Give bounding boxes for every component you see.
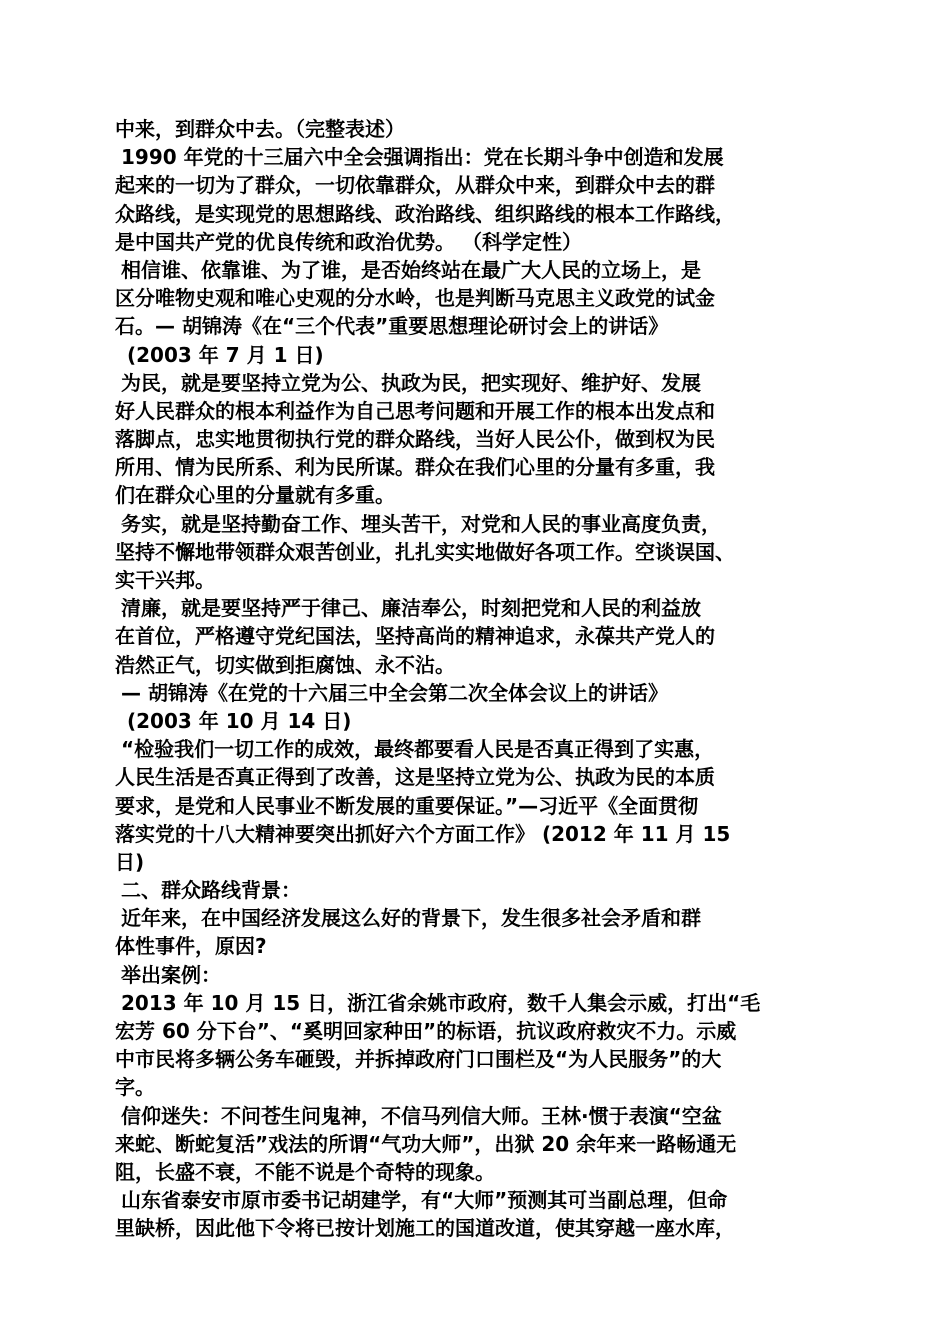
- text-line: 阻，长盛不衰，不能不说是个奇特的现象。: [115, 1159, 495, 1184]
- text-line: 字。: [115, 1075, 155, 1100]
- text-line: 人民生活是否真正得到了改善，这是坚持立党为公、执政为民的本质: [115, 765, 715, 790]
- text-line: “检验我们一切工作的成效，最终都要看人民是否真正得到了实惠，: [121, 737, 715, 762]
- text-line: 区分唯物史观和唯心史观的分水岭，也是判断马克思主义政党的试金: [115, 286, 715, 311]
- text-line: — 胡锦涛《在党的十六届三中全会第二次全体会议上的讲话》: [121, 680, 668, 705]
- text-line: 近年来，在中国经济发展这么好的背景下，发生很多社会矛盾和群: [121, 906, 701, 931]
- text-line: 2013 年 10 月 15 日，浙江省余姚市政府，数千人集会示威，打出“毛: [121, 990, 761, 1015]
- text-line: 们在群众心里的分量就有多重。: [115, 483, 395, 508]
- text-line: 实干兴邦。: [115, 568, 215, 592]
- text-line: 务实，就是坚持勤奋工作、埋头苦干，对党和人民的事业高度负责，: [121, 511, 721, 536]
- text-line: 信仰迷失：不问苍生问鬼神，不信马列信大师。王林·惯于表演“空盆: [121, 1103, 722, 1128]
- text-line: 宏芳 60 分下台”、“奚明回家种田”的标语，抗议政府救灾不力。示威: [115, 1019, 737, 1043]
- document-body: [115, 115, 845, 1243]
- text-line: 里缺桥，因此他下令将已按计划施工的国道改道，使其穿越一座水库，: [115, 1216, 735, 1241]
- text-line: 日): [115, 849, 145, 874]
- text-line: 坚持不懈地带领群众艰苦创业，扎扎实实地做好各项工作。空谈误国、: [115, 539, 735, 564]
- text-line: 相信谁、依靠谁、为了谁，是否始终站在最广大人民的立场上，是: [121, 257, 701, 282]
- text-line: 来蛇、断蛇复活”戏法的所谓“气功大师”，出狱 20 余年来一路畅通无: [115, 1131, 737, 1156]
- text-line: 1990 年党的十三届六中全会强调指出：党在长期斗争中创造和发展: [121, 145, 724, 170]
- text-line: 为民，就是要坚持立党为公、执政为民，把实现好、维护好、发展: [121, 370, 701, 395]
- text-line: 落脚点，忠实地贯彻执行党的群众路线，当好人民公仆，做到权为民: [115, 427, 715, 452]
- text-line: 落实党的十八大精神要突出抓好六个方面工作》 (2012 年 11 月 15: [115, 821, 731, 846]
- text-line: 起来的一切为了群众，一切依靠群众，从群众中来，到群众中去的群: [115, 173, 715, 198]
- text-line: 中来，到群众中去。（完整表述）: [115, 117, 405, 141]
- text-line: 浩然正气，切实做到拒腐蚀、永不沾。: [115, 652, 455, 677]
- text-line: 所用、情为民所系、利为民所谋。群众在我们心里的分量有多重，我: [115, 455, 715, 480]
- text-line: 在首位，严格遵守党纪国法，坚持高尚的精神追求，永葆共产党人的: [115, 624, 715, 649]
- text-line: (2003 年 10 月 14 日): [127, 708, 352, 733]
- text-line: 众路线，是实现党的思想路线、政治路线、组织路线的根本工作路线，: [115, 201, 735, 226]
- text-line: 举出案例：: [121, 962, 221, 987]
- text-line: 好人民群众的根本利益作为自己思考问题和开展工作的根本出发点和: [115, 398, 715, 423]
- text-line: 中市民将多辆公务车砸毁，并拆掉政府门口围栏及“为人民服务”的大: [115, 1047, 722, 1072]
- text-line: 山东省泰安市原市委书记胡建学，有“大师”预测其可当副总理，但命: [121, 1188, 728, 1213]
- text-line: 体性事件，原因?: [115, 934, 267, 959]
- section-heading: 二、群众路线背景：: [121, 878, 301, 903]
- text-line: 石。— 胡锦涛《在“三个代表”重要思想理论研讨会上的讲话》: [115, 314, 669, 339]
- text-line: 是中国共产党的优良传统和政治优势。 （科学定性）: [115, 229, 582, 254]
- text-line: 要求，是党和人民事业不断发展的重要保证。”—习近平《全面贯彻: [115, 793, 699, 818]
- text-line: 清廉，就是要坚持严于律己、廉洁奉公，时刻把党和人民的利益放: [121, 596, 701, 621]
- text-line: (2003 年 7 月 1 日): [127, 342, 324, 367]
